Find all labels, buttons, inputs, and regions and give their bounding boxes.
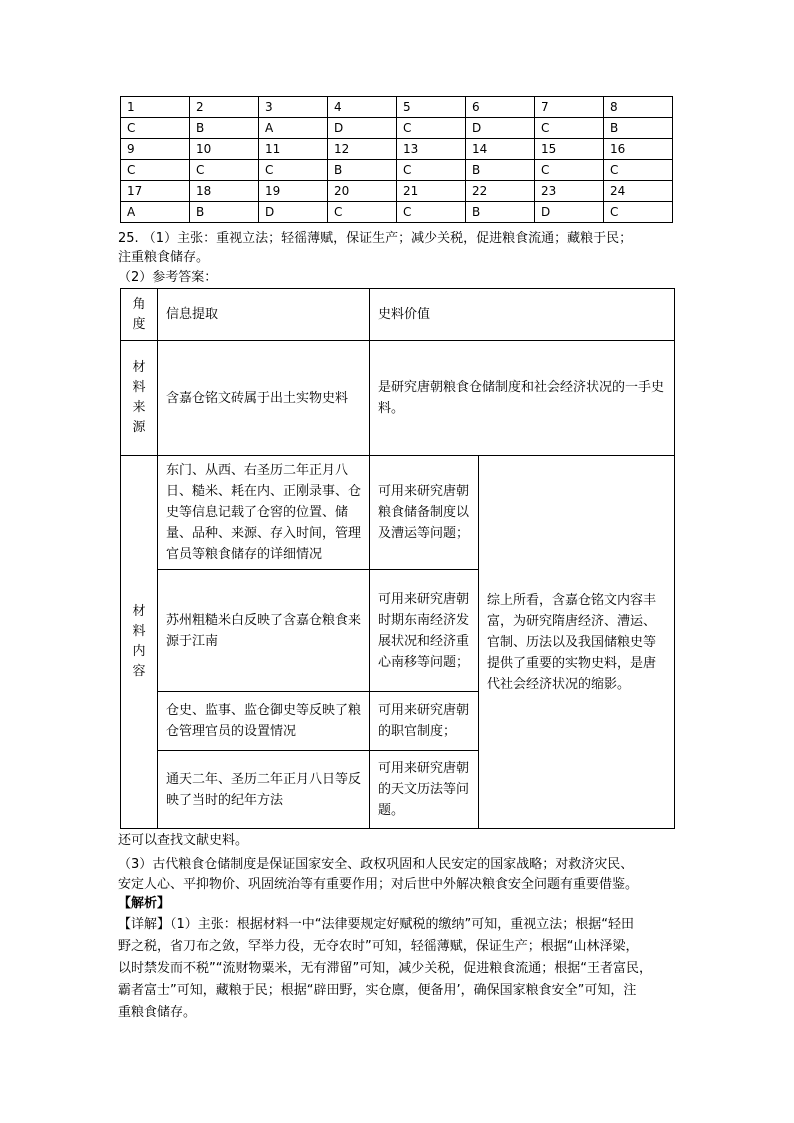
answer-grid-cell: C	[397, 202, 466, 223]
source-value: 是研究唐朝粮食仓储制度和社会经济状况的一手史料。	[370, 341, 675, 456]
answer-grid-cell: C	[259, 160, 328, 181]
q25-part2-title: （2）参考答案：	[118, 270, 218, 285]
answer-grid-cell: 2	[190, 97, 259, 118]
answer-grid-cell: C	[121, 118, 190, 139]
answer-grid-cell: C	[121, 160, 190, 181]
answer-grid-cell: 4	[328, 97, 397, 118]
content-info-1: 东门、从西、右圣历二年正月八日、糙米、耗在内、正刚录事、仓史等信息记载了仓窖的位置、储量、品种、来源、存入时间，管理官员等粮食储存的详细情况	[158, 456, 370, 570]
answer-grid-cell: 15	[535, 139, 604, 160]
answer-grid-cell: A	[121, 202, 190, 223]
answer-grid-cell: 8	[604, 97, 673, 118]
after-table-line: 还可以查找文献史料。	[118, 833, 249, 848]
answer-grid-cell: 9	[121, 139, 190, 160]
q25-part1-line1: 25. （1）主张：重视立法；轻徭薄赋，保证生产；减少关税，促进粮食流通；藏粮于民；	[118, 231, 633, 246]
source-info: 含嘉仓铭文砖属于出土实物史料	[158, 341, 370, 456]
answer-grid-cell: D	[466, 118, 535, 139]
detail-line-2: 野之税，省刀布之敛，罕举力役，无夺农时”可知，轻徭薄赋，保证生产；根据“山林泽梁，	[118, 939, 639, 954]
answer-grid-cell: C	[535, 118, 604, 139]
q25-part1-line2: 注重粮食储存。	[118, 250, 210, 265]
answer-grid-cell: 18	[190, 181, 259, 202]
answer-grid-cell: 22	[466, 181, 535, 202]
source-angle: 材料来源	[121, 341, 158, 456]
answer-grid-cell: 10	[190, 139, 259, 160]
answer-grid-cell: C	[535, 160, 604, 181]
answer-grid-cell: B	[466, 202, 535, 223]
answer-grid-cell: 23	[535, 181, 604, 202]
answer-grid-cell: 24	[604, 181, 673, 202]
answer-grid-cell: B	[190, 202, 259, 223]
content-angle: 材料内容	[121, 456, 158, 829]
answer-grid	[120, 96, 673, 223]
answer-grid-cell: C	[604, 202, 673, 223]
header-info: 信息提取	[158, 289, 370, 341]
detail-line-3: 以时禁发而不税”“流财物粟米，无有滞留”可知，减少关税，促进粮食流通；根据“王者富民，	[118, 961, 652, 976]
answer-grid-cell: 21	[397, 181, 466, 202]
answer-grid-cell: C	[190, 160, 259, 181]
answer-grid-cell: 6	[466, 97, 535, 118]
answer-grid-cell: 19	[259, 181, 328, 202]
answer-grid-cell: 17	[121, 181, 190, 202]
answer-grid-cell: C	[328, 202, 397, 223]
answer-grid-row	[121, 139, 673, 160]
answer-grid-cell: 20	[328, 181, 397, 202]
answer-grid-cell: B	[604, 118, 673, 139]
answer-grid-cell: 16	[604, 139, 673, 160]
answer-grid-cell: B	[328, 160, 397, 181]
answer-grid-cell: 13	[397, 139, 466, 160]
answer-grid-cell: C	[397, 160, 466, 181]
answer-grid-cell: B	[190, 118, 259, 139]
answer-grid-cell: D	[259, 202, 328, 223]
answer-grid-row	[121, 181, 673, 202]
answer-grid-row	[121, 160, 673, 181]
content-value-2: 可用来研究唐朝时期东南经济发展状况和经济重心南移等问题；	[370, 570, 479, 692]
answer-grid-cell: 11	[259, 139, 328, 160]
answer-grid-cell: 14	[466, 139, 535, 160]
header-angle: 角度	[121, 289, 158, 341]
answer-grid-cell: B	[466, 160, 535, 181]
content-value-4: 可用来研究唐朝的天文历法等问题。	[370, 751, 479, 829]
content-row-1	[121, 456, 675, 570]
analysis-label: 【解析】	[118, 896, 171, 911]
answer-grid-cell: C	[397, 118, 466, 139]
content-info-2: 苏州粗糙米白反映了含嘉仓粮食来源于江南	[158, 570, 370, 692]
answer-grid-cell: 12	[328, 139, 397, 160]
answer-grid-cell: 5	[397, 97, 466, 118]
answer-grid-row	[121, 97, 673, 118]
answer-grid-cell: 7	[535, 97, 604, 118]
content-value-1: 可用来研究唐朝粮食储备制度以及漕运等问题；	[370, 456, 479, 570]
content-value-3: 可用来研究唐朝的职官制度；	[370, 692, 479, 751]
reference-answer-table	[120, 288, 675, 829]
answer-grid-row	[121, 202, 673, 223]
header-row	[121, 289, 675, 341]
content-summary: 综上所看，含嘉仓铭文内容丰富，为研究隋唐经济、漕运、官制、历法以及我国储粮史等提供了重要的实物史料，是唐代社会经济状况的缩影。	[479, 456, 675, 829]
header-value: 史料价值	[370, 289, 675, 341]
detail-line-4: 霸者富士”可知，藏粮于民；根据“辟田野，实仓廪，便备用’，确保国家粮食安全”可知，注	[118, 983, 637, 998]
answer-grid-body	[121, 97, 673, 223]
content-info-3: 仓史、监事、监仓御史等反映了粮仓管理官员的设置情况	[158, 692, 370, 751]
content-info-4: 通天二年、圣历二年正月八日等反映了当时的纪年方法	[158, 751, 370, 829]
answer-grid-row	[121, 118, 673, 139]
source-row	[121, 341, 675, 456]
answer-grid-cell: D	[535, 202, 604, 223]
answer-grid-cell: 1	[121, 97, 190, 118]
q25-part3-line2: 安定人心、平抑物价、巩固统治等有重要作用；对后世中外解决粮食安全问题有重要借鉴。	[118, 877, 639, 892]
answer-grid-cell: 3	[259, 97, 328, 118]
detail-line-1: 【详解】（1）主张：根据材料一中“法律要规定好赋税的缴纳”可知，重视立法；根据“轻田	[118, 917, 634, 932]
answer-grid-cell: D	[328, 118, 397, 139]
detail-line-5: 重粮食储存。	[118, 1005, 197, 1020]
q25-part3-line1: （3）古代粮食仓储制度是保证国家安全、政权巩固和人民安定的国家战略；对救济灾民、	[118, 857, 634, 872]
answer-grid-cell: C	[604, 160, 673, 181]
answer-grid-cell: A	[259, 118, 328, 139]
